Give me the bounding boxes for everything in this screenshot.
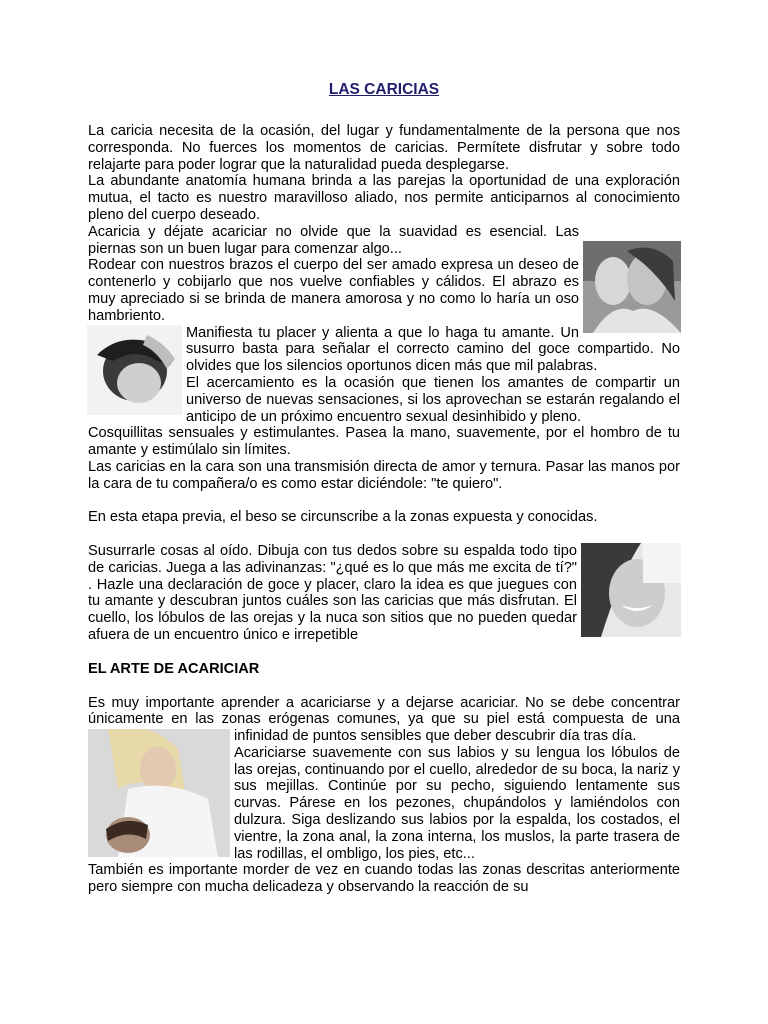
page-title: LAS CARICIAS [328, 81, 440, 98]
paragraph: También es importante morder de vez en cuando todas las zonas descritas anteriormente pero siempre con mucha delicadeza y observando la reacción de su [88, 862, 680, 896]
paragraph: En esta etapa previa, el beso se circunscribe a la zonas expuesta y conocidas. [88, 509, 598, 526]
paragraph: El acercamiento es la ocasión que tienen los amantes de compartir un universo de nuevas sensaciones, si los aprovechan se estarán regalando el anticipo de un próximo encuentro sexual desinhibido y pleno. [186, 374, 680, 425]
paragraph: La abundante anatomía humana brinda a las parejas la oportunidad de una exploración mutua, el tacto es nuestro maravilloso aliado, nos permite anticiparnos al conocimiento pleno del cuerpo deseado. [88, 173, 680, 223]
couple-embrace-photo [88, 729, 230, 857]
paragraph: Rodear con nuestros brazos el cuerpo del ser amado expresa un deseo de contenerlo y cobijarlo que nos vuelve confiables y cálidos. El abrazo es muy apreciado si se brinda de manera amorosa y no como lo haría un oso hambriento. [88, 257, 579, 324]
section-caricias [88, 123, 680, 644]
paragraph: Acaricia y déjate acariciar no olvide que la suavidad es esencial. Las piernas son un buen lugar para comenzar algo... [88, 223, 579, 257]
smiling-woman-photo [581, 543, 681, 637]
paragraph: Manifiesta tu placer y alienta a que lo haga tu amante. Un susurro basta para señalar el correcto camino del goce compartido. No olvides que los silencios oportunos dicen más que mil palabras. [186, 324, 680, 375]
paragraph: Acariciarse suavemente con sus labios y su lengua los lóbulos de las orejas, continuando por el cuello, alrededor de su boca, la nariz y sus mejillas. Continúe por su pecho, siguiendo lentamente sus curvas. Párese en los pezones, chupándolos y lamiéndolos con dulzura. Siga deslizando sus labios por la espalda, los costados, el vientre, la zona anal, la zona interna, los muslos, la parte trasera de las rodillas, el ombligo, los pies, etc... [234, 744, 680, 862]
paragraph: Es muy importante aprender a acariciarse y a dejarse acariciar. No se debe concentrar únicamente en las zonas erógenas comunes, ya que su piel está compuesta de una infinidad de puntos sensibles que deber descubrir día tras día. [88, 694, 680, 745]
man-touching-hair-photo [87, 325, 182, 415]
paragraph: Cosquillitas sensuales y estimulantes. Pasea la mano, suavemente, por el hombro de tu amante y estimúlalo sin límites. [88, 425, 680, 459]
paragraph: La caricia necesita de la ocasión, del lugar y fundamentalmente de la persona que nos corresponda. No fuerces los momentos de caricias. Permítete disfrutar y sobre todo relajarte para poder lograr que la naturalidad pueda desplegarse. [88, 123, 680, 173]
paragraph: Las caricias en la cara son una transmisión directa de amor y ternura. Pasar las manos por la cara de tu compañera/o es como estar diciéndole: "te quiero". [88, 458, 680, 492]
paragraph: Susurrarle cosas al oído. Dibuja con tus dedos sobre su espalda todo tipo de caricias. Juega a las adivinanzas: "¿qué es lo que más me excita de tí?" . Hazle una declaración de goce y placer, claro la idea es que juegues con tu amante y descubran juntos cuáles son las caricias que más disfrutan. El cuello, los lóbulos de las orejas y la nuca son sitios que no pueden quedar afuera de un encuentro único e irrepetible [88, 542, 577, 643]
couple-kiss-photo [583, 241, 681, 333]
section-heading: EL ARTE DE ACARICIAR [88, 660, 260, 677]
